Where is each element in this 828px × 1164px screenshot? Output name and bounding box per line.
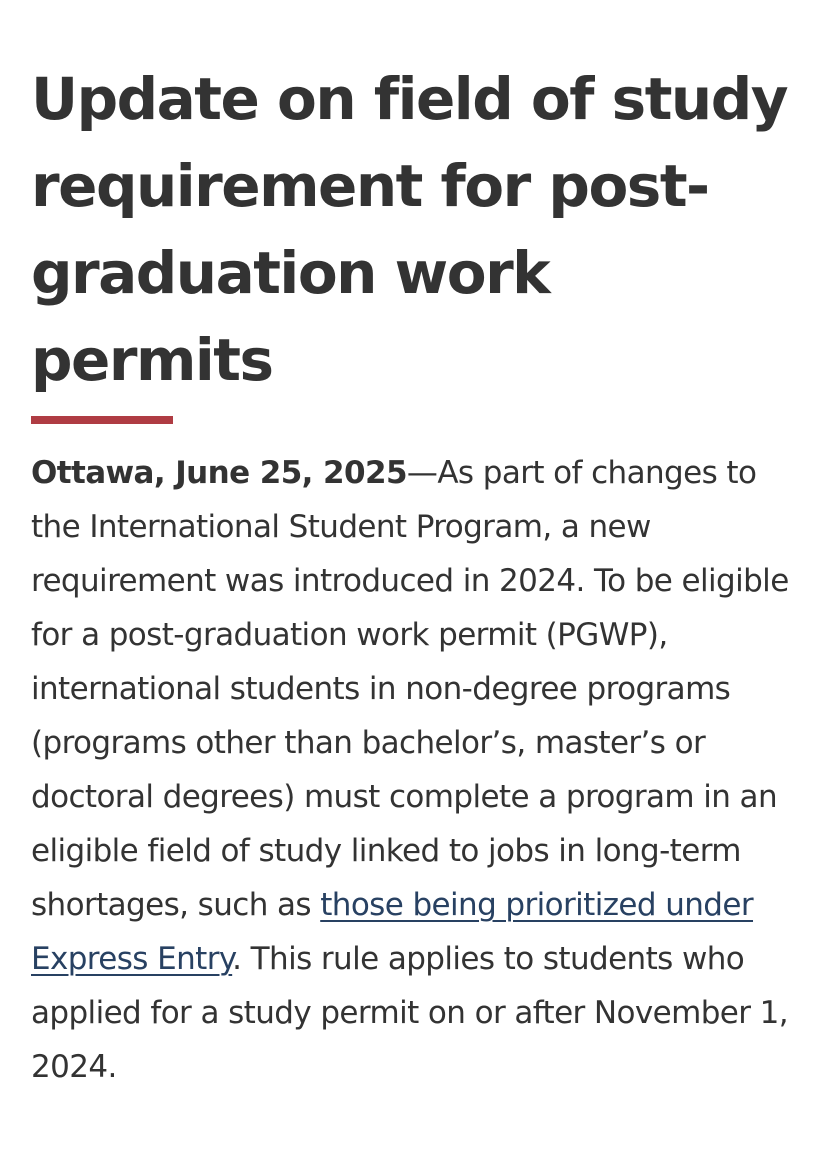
title-underline-accent (31, 416, 173, 424)
express-entry-link[interactable]: those being prioritized under Express Entry (31, 887, 754, 977)
dateline: Ottawa, June 25, 2025 (31, 455, 407, 491)
article-paragraph (31, 446, 801, 1094)
paragraph-text-end: . This rule applies to students who applied for a study permit on or after November 1, 2024. (31, 941, 789, 1085)
news-article (31, 56, 801, 1094)
dateline-separator: — (406, 455, 438, 491)
paragraph-text-start: As part of changes to the International Student Program, a new requirement was introduced in 2024. To be eligible for a post-graduation work permit (PGWP), international students in non-degree programs (programs other than bachelor’s, master’s or doctoral degrees) must complete a program in an eligible field of study linked to jobs in long-term shortages, such as (31, 455, 789, 923)
page-title: Update on field of study requirement for post-graduation work permits (31, 65, 788, 394)
